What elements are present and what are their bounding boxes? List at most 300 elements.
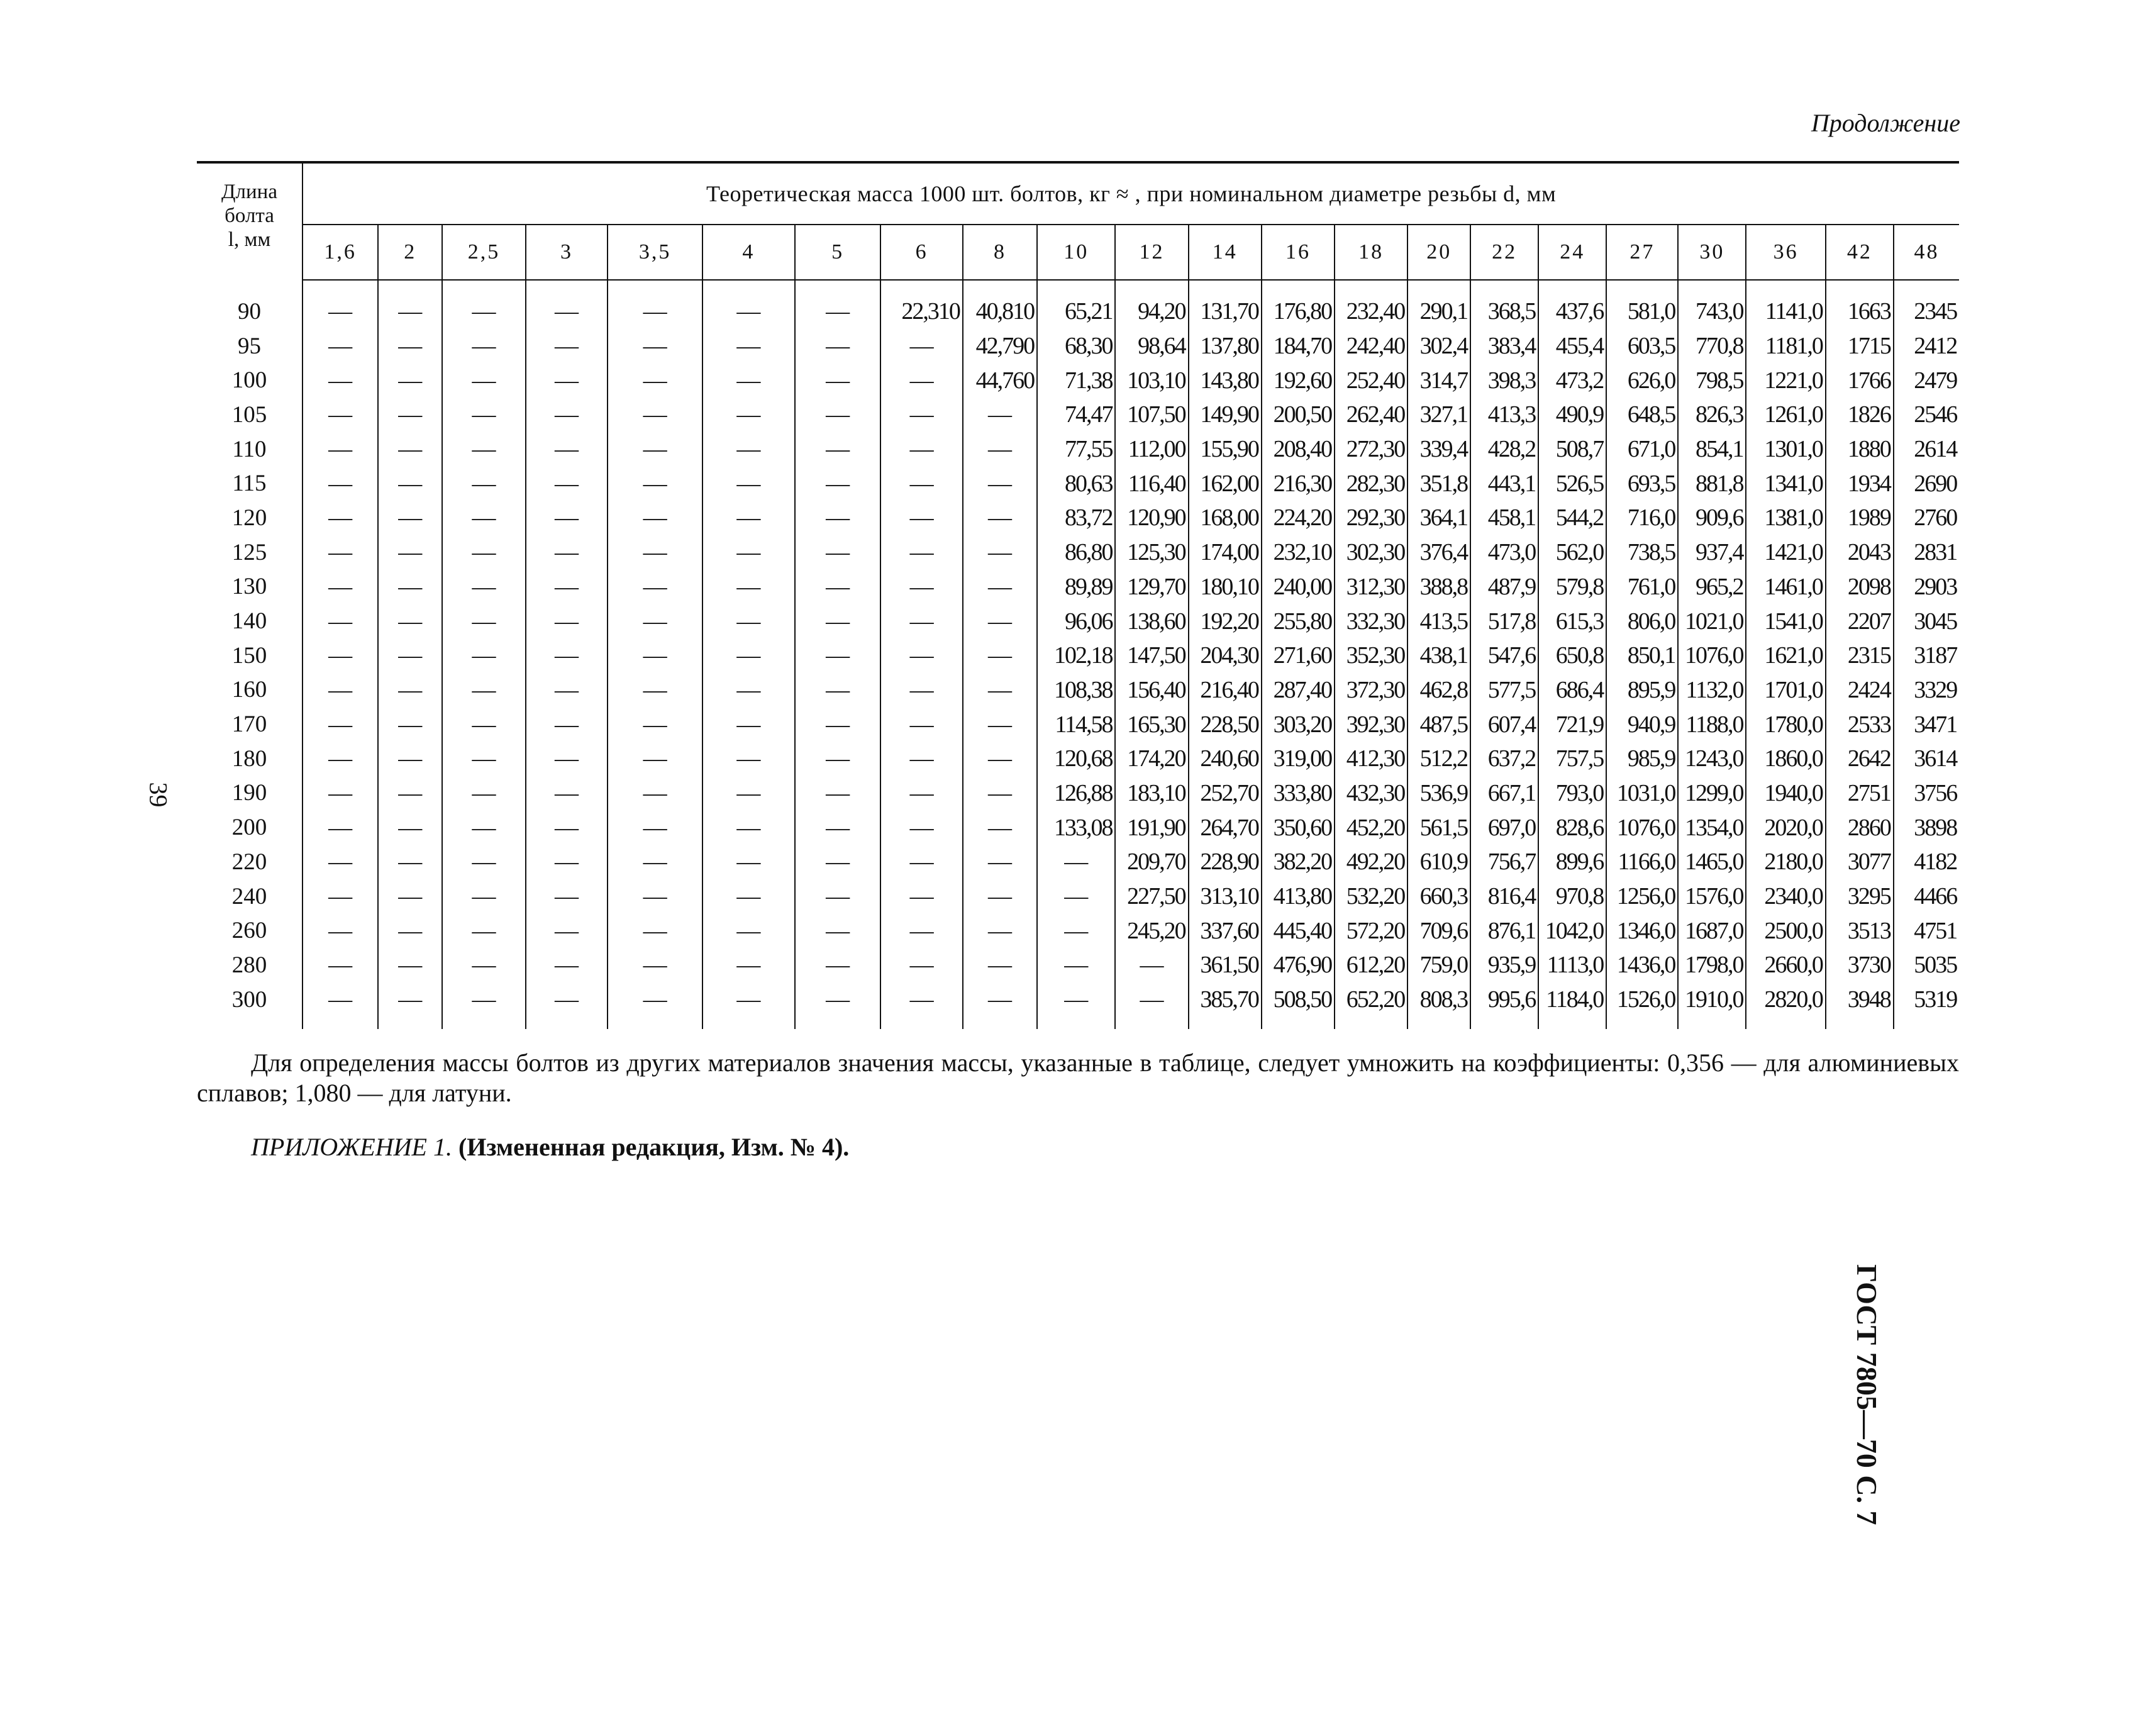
page-number: 39 — [144, 782, 173, 808]
mass-cell: 176,80 — [1262, 294, 1335, 329]
mass-cell: 2690 — [1914, 470, 1957, 497]
mass-cell: 909,6 — [1678, 501, 1746, 535]
mass-cell: 2860 — [1826, 810, 1894, 845]
mass-cell: 2020,0 — [1746, 810, 1825, 845]
diameter-header: 5 — [795, 225, 881, 280]
mass-cell: — — [702, 776, 795, 811]
mass-cell: 77,55 — [1037, 432, 1115, 467]
mass-cell: — — [378, 845, 442, 879]
mass-cell: — — [442, 673, 526, 708]
length-cell: 260 — [197, 913, 303, 948]
mass-cell: 2043 — [1826, 535, 1894, 570]
mass-cell: — — [608, 948, 702, 982]
mass-cell: 721,9 — [1538, 707, 1606, 742]
mass-cell: — — [608, 879, 702, 914]
mass-cell: 615,3 — [1538, 604, 1606, 638]
mass-cell: 200,50 — [1262, 398, 1335, 432]
mass-cell: — — [526, 742, 608, 776]
appendix-line — [251, 1132, 849, 1162]
mass-cell: — — [702, 707, 795, 742]
mass-cell: 462,8 — [1407, 673, 1470, 708]
diameter-header: 14 — [1189, 225, 1262, 280]
mass-cell: 5035 — [1914, 952, 1957, 979]
mass-cell: 168,00 — [1189, 501, 1262, 535]
mass-cell: — — [963, 982, 1037, 1017]
mass-cell: 2751 — [1826, 776, 1894, 811]
mass-cell: 562,0 — [1538, 535, 1606, 570]
mass-cell: — — [702, 535, 795, 570]
mass-cell: 149,90 — [1189, 398, 1262, 432]
mass-cell: 3471 — [1914, 711, 1957, 738]
mass-cell: — — [608, 466, 702, 501]
mass-cell: 287,40 — [1262, 673, 1335, 708]
mass-cell: — — [963, 398, 1037, 432]
mass-cell: 512,2 — [1407, 742, 1470, 776]
diameter-header: 4 — [702, 225, 795, 280]
mass-cell: 156,40 — [1115, 673, 1188, 708]
table-row — [197, 913, 1959, 948]
mass-cell: — — [1115, 982, 1188, 1017]
mass-cell: 262,40 — [1335, 398, 1407, 432]
mass-cell: — — [303, 982, 378, 1017]
mass-cell: 232,10 — [1262, 535, 1335, 570]
mass-cell: — — [880, 466, 962, 501]
mass-cell: 650,8 — [1538, 638, 1606, 673]
mass-cell: 577,5 — [1470, 673, 1538, 708]
mass-cell: 65,21 — [1037, 294, 1115, 329]
mass-cell: — — [880, 363, 962, 398]
table-row — [197, 604, 1959, 638]
mass-cell: — — [1037, 879, 1115, 914]
length-cell: 115 — [197, 466, 303, 501]
mass-cell: 770,8 — [1678, 329, 1746, 364]
mass-cell: 252,70 — [1189, 776, 1262, 811]
mass-cell: 437,6 — [1538, 294, 1606, 329]
mass-cell: 264,70 — [1189, 810, 1262, 845]
mass-cell: 2660,0 — [1746, 948, 1825, 982]
mass-cell: — — [442, 913, 526, 948]
mass-cell: 806,0 — [1606, 604, 1678, 638]
mass-cell: — — [963, 845, 1037, 879]
mass-cell: — — [880, 982, 962, 1017]
mass-cell: — — [442, 570, 526, 604]
mass-cell: 1184,0 — [1538, 982, 1606, 1017]
mass-cell: — — [378, 294, 442, 329]
mass-cell: 455,4 — [1538, 329, 1606, 364]
mass-cell: 204,30 — [1189, 638, 1262, 673]
mass-cell: 561,5 — [1407, 810, 1470, 845]
mass-cell: 432,30 — [1335, 776, 1407, 811]
mass-cell: 1663 — [1826, 294, 1894, 329]
table-row — [197, 570, 1959, 604]
mass-cell: 1860,0 — [1746, 742, 1825, 776]
diameter-header: 2 — [378, 225, 442, 280]
table-row — [197, 845, 1959, 879]
mass-cell: — — [795, 432, 881, 467]
mass-cell: 302,30 — [1335, 535, 1407, 570]
mass-cell: 1687,0 — [1678, 913, 1746, 948]
diameter-header: 12 — [1115, 225, 1188, 280]
mass-cell: — — [795, 329, 881, 364]
mass-cell: — — [795, 673, 881, 708]
mass-cell: — — [963, 501, 1037, 535]
mass-cell: 637,2 — [1470, 742, 1538, 776]
mass-cell: — — [1037, 982, 1115, 1017]
mass-cell: — — [526, 879, 608, 914]
mass-cell: — — [526, 707, 608, 742]
mass-cell: 68,30 — [1037, 329, 1115, 364]
mass-cell: 1465,0 — [1678, 845, 1746, 879]
mass-cell: 1256,0 — [1606, 879, 1678, 914]
mass-cell: — — [378, 638, 442, 673]
mass-cell: 1141,0 — [1746, 294, 1825, 329]
table-body — [197, 294, 1959, 1016]
mass-cell: — — [963, 879, 1037, 914]
mass-cell: — — [608, 673, 702, 708]
mass-cell: 1181,0 — [1746, 329, 1825, 364]
mass-cell: 709,6 — [1407, 913, 1470, 948]
mass-cell: — — [442, 707, 526, 742]
table-row — [197, 501, 1959, 535]
mass-cell: — — [702, 638, 795, 673]
diameter-header: 2,5 — [442, 225, 526, 280]
diameter-header: 18 — [1335, 225, 1407, 280]
diameter-header: 22 — [1470, 225, 1538, 280]
mass-cell: 252,40 — [1335, 363, 1407, 398]
mass-cell: — — [608, 810, 702, 845]
mass-cell: 1243,0 — [1678, 742, 1746, 776]
mass-cell: 935,9 — [1470, 948, 1538, 982]
mass-cell: — — [880, 501, 962, 535]
mass-cell: 314,7 — [1407, 363, 1470, 398]
mass-cell: 1113,0 — [1538, 948, 1606, 982]
mass-cell: — — [303, 432, 378, 467]
mass-cell: 129,70 — [1115, 570, 1188, 604]
mass-cell: 98,64 — [1115, 329, 1188, 364]
mass-cell: 1798,0 — [1678, 948, 1746, 982]
mass-cell: 1299,0 — [1678, 776, 1746, 811]
mass-cell: 828,6 — [1538, 810, 1606, 845]
mass-cell: 302,4 — [1407, 329, 1470, 364]
length-cell: 150 — [197, 638, 303, 673]
mass-cell: 242,40 — [1335, 329, 1407, 364]
mass-cell: 660,3 — [1407, 879, 1470, 914]
mass-cell: 5319 — [1914, 986, 1957, 1013]
mass-cell: 174,20 — [1115, 742, 1188, 776]
mass-cell: 337,60 — [1189, 913, 1262, 948]
mass-cell: — — [608, 776, 702, 811]
mass-cell: — — [303, 398, 378, 432]
length-cell: 240 — [197, 879, 303, 914]
mass-cell: — — [702, 329, 795, 364]
mass-cell: 581,0 — [1606, 294, 1678, 329]
mass-cell: — — [880, 673, 962, 708]
mass-cell: 376,4 — [1407, 535, 1470, 570]
mass-cell: 798,5 — [1678, 363, 1746, 398]
mass-cell: 985,9 — [1606, 742, 1678, 776]
mass-cell: — — [526, 982, 608, 1017]
mass-cell: 612,20 — [1335, 948, 1407, 982]
mass-cell: 610,9 — [1407, 845, 1470, 879]
mass-cell: 44,760 — [963, 363, 1037, 398]
length-cell: 190 — [197, 776, 303, 811]
mass-cell: 2642 — [1826, 742, 1894, 776]
mass-cell: 899,6 — [1538, 845, 1606, 879]
mass-cell: 526,5 — [1538, 466, 1606, 501]
diameter-header: 36 — [1746, 225, 1825, 280]
mass-cell: — — [795, 570, 881, 604]
mass-cell: — — [702, 948, 795, 982]
mass-cell: 3756 — [1914, 779, 1957, 806]
mass-cell: 143,80 — [1189, 363, 1262, 398]
mass-cell: — — [303, 294, 378, 329]
mass-cell: — — [608, 329, 702, 364]
mass-cell: — — [880, 329, 962, 364]
diameter-header: 30 — [1678, 225, 1746, 280]
mass-header: Теоретическая масса 1000 шт. болтов, кг ≈ , при номинальном диаметре резьбы d, мм — [303, 162, 1959, 225]
mass-cell: 228,90 — [1189, 845, 1262, 879]
mass-cell: — — [795, 535, 881, 570]
mass-cell: — — [702, 363, 795, 398]
table-row — [197, 329, 1959, 364]
mass-cell: 165,30 — [1115, 707, 1188, 742]
mass-cell: 2345 — [1914, 298, 1957, 325]
mass-cell: 108,38 — [1037, 673, 1115, 708]
mass-cell: — — [963, 913, 1037, 948]
diameter-header: 8 — [963, 225, 1037, 280]
mass-cell: 392,30 — [1335, 707, 1407, 742]
mass-cell: 137,80 — [1189, 329, 1262, 364]
mass-cell: — — [702, 913, 795, 948]
mass-cell: 487,9 — [1470, 570, 1538, 604]
mass-cell: 759,0 — [1407, 948, 1470, 982]
mass-cell: 372,30 — [1335, 673, 1407, 708]
mass-cell: — — [702, 432, 795, 467]
mass-cell: 826,3 — [1678, 398, 1746, 432]
table-row — [197, 776, 1959, 811]
side-document-header: ГОСТ 7805—70 С. 7 — [1851, 1264, 1883, 1525]
mass-cell: 272,30 — [1335, 432, 1407, 467]
table-row — [197, 432, 1959, 467]
mass-cell: 1880 — [1826, 432, 1894, 467]
mass-cell: — — [608, 363, 702, 398]
mass-cell: — — [702, 879, 795, 914]
mass-cell: — — [442, 398, 526, 432]
mass-cell: 352,30 — [1335, 638, 1407, 673]
mass-cell: 4466 — [1914, 883, 1957, 910]
mass-cell: 1421,0 — [1746, 535, 1825, 570]
length-cell: 130 — [197, 570, 303, 604]
mass-cell: — — [795, 501, 881, 535]
mass-cell: 361,50 — [1189, 948, 1262, 982]
mass-cell: 227,50 — [1115, 879, 1188, 914]
mass-cell: 116,40 — [1115, 466, 1188, 501]
mass-cell: 1715 — [1826, 329, 1894, 364]
diameter-header: 3,5 — [608, 225, 702, 280]
mass-cell: 572,20 — [1335, 913, 1407, 948]
mass-cell: — — [963, 810, 1037, 845]
length-cell: 90 — [197, 294, 303, 329]
mass-cell: 385,70 — [1189, 982, 1262, 1017]
mass-cell: 2315 — [1826, 638, 1894, 673]
mass-cell: 3295 — [1826, 879, 1894, 914]
mass-cell: — — [526, 398, 608, 432]
mass-cell: 1346,0 — [1606, 913, 1678, 948]
mass-cell: 1076,0 — [1678, 638, 1746, 673]
mass-cell: 245,20 — [1115, 913, 1188, 948]
mass-cell: — — [1037, 845, 1115, 879]
mass-cell: — — [963, 535, 1037, 570]
mass-cell: 103,10 — [1115, 363, 1188, 398]
mass-cell: — — [963, 466, 1037, 501]
mass-cell: 1826 — [1826, 398, 1894, 432]
mass-cell: 487,5 — [1407, 707, 1470, 742]
mass-cell: — — [702, 845, 795, 879]
mass-cell: — — [303, 466, 378, 501]
mass-cell: 1021,0 — [1678, 604, 1746, 638]
mass-cell: — — [378, 363, 442, 398]
mass-cell: 240,60 — [1189, 742, 1262, 776]
mass-cell: — — [378, 673, 442, 708]
mass-cell: 443,1 — [1470, 466, 1538, 501]
mass-cell: 1780,0 — [1746, 707, 1825, 742]
mass-cell: 3948 — [1826, 982, 1894, 1017]
mass-cell: — — [378, 742, 442, 776]
mass-cell: — — [303, 707, 378, 742]
mass-cell: — — [795, 466, 881, 501]
mass-cell: 579,8 — [1538, 570, 1606, 604]
mass-cell: 94,20 — [1115, 294, 1188, 329]
mass-cell: — — [795, 638, 881, 673]
length-cell: 220 — [197, 845, 303, 879]
mass-cell: — — [442, 535, 526, 570]
mass-cell: 816,4 — [1470, 879, 1538, 914]
mass-cell: 1526,0 — [1606, 982, 1678, 1017]
mass-cell: 319,00 — [1262, 742, 1335, 776]
mass-cell: 458,1 — [1470, 501, 1538, 535]
table-row — [197, 466, 1959, 501]
mass-cell: 2479 — [1914, 367, 1957, 394]
length-cell: 140 — [197, 604, 303, 638]
mass-cell: — — [795, 879, 881, 914]
diameter-header: 3 — [526, 225, 608, 280]
mass-cell: — — [442, 363, 526, 398]
mass-cell: — — [608, 570, 702, 604]
mass-cell: 1934 — [1826, 466, 1894, 501]
mass-cell: 2412 — [1914, 333, 1957, 360]
mass-cell: — — [526, 776, 608, 811]
mass-cell: — — [526, 501, 608, 535]
mass-cell: — — [963, 432, 1037, 467]
mass-cell: 438,1 — [1407, 638, 1470, 673]
mass-cell: 271,60 — [1262, 638, 1335, 673]
mass-cell: 120,90 — [1115, 501, 1188, 535]
appendix-revision: (Измененная редакция, Изм. № 4). — [458, 1133, 850, 1161]
mass-cell: 208,40 — [1262, 432, 1335, 467]
mass-cell: 1188,0 — [1678, 707, 1746, 742]
mass-cell: — — [795, 604, 881, 638]
length-header-line-3: l, мм — [228, 228, 271, 251]
mass-cell: — — [303, 845, 378, 879]
mass-cell: — — [880, 810, 962, 845]
mass-cell: 1381,0 — [1746, 501, 1825, 535]
mass-cell: 428,2 — [1470, 432, 1538, 467]
mass-cell: 3513 — [1826, 913, 1894, 948]
length-header-line-2: болта — [225, 204, 274, 227]
mass-cell: 1341,0 — [1746, 466, 1825, 501]
table-row — [197, 982, 1959, 1017]
mass-cell: 452,20 — [1335, 810, 1407, 845]
mass-cell: 793,0 — [1538, 776, 1606, 811]
mass-cell: — — [442, 776, 526, 811]
mass-cell: 333,80 — [1262, 776, 1335, 811]
mass-cell: 303,20 — [1262, 707, 1335, 742]
mass-cell: 490,9 — [1538, 398, 1606, 432]
mass-cell: — — [963, 604, 1037, 638]
mass-cell: 671,0 — [1606, 432, 1678, 467]
bolt-mass-table — [197, 161, 1959, 1029]
table-row — [197, 742, 1959, 776]
mass-cell: 3898 — [1914, 814, 1957, 841]
mass-cell: — — [608, 707, 702, 742]
length-header — [197, 162, 303, 280]
mass-cell: — — [378, 398, 442, 432]
mass-cell: — — [702, 294, 795, 329]
mass-cell: 133,08 — [1037, 810, 1115, 845]
mass-cell: — — [702, 604, 795, 638]
continuation-label: Продолжение — [1811, 109, 1960, 137]
mass-cell: — — [442, 810, 526, 845]
mass-cell: — — [303, 879, 378, 914]
mass-cell: 547,6 — [1470, 638, 1538, 673]
mass-cell: 96,06 — [1037, 604, 1115, 638]
mass-cell: 473,0 — [1470, 535, 1538, 570]
mass-cell: — — [378, 707, 442, 742]
diameter-header: 20 — [1407, 225, 1470, 280]
mass-cell: — — [378, 535, 442, 570]
mass-cell: 940,9 — [1606, 707, 1678, 742]
mass-cell: 183,10 — [1115, 776, 1188, 811]
mass-cell: 126,88 — [1037, 776, 1115, 811]
mass-cell: — — [702, 570, 795, 604]
mass-cell: — — [303, 638, 378, 673]
mass-cell: — — [442, 879, 526, 914]
length-cell: 125 — [197, 535, 303, 570]
mass-cell: — — [795, 913, 881, 948]
mass-cell: — — [608, 501, 702, 535]
mass-cell: 2207 — [1826, 604, 1894, 638]
mass-cell: 240,00 — [1262, 570, 1335, 604]
mass-cell: — — [608, 535, 702, 570]
mass-cell: 473,2 — [1538, 363, 1606, 398]
mass-cell: — — [442, 982, 526, 1017]
mass-cell: 71,38 — [1037, 363, 1115, 398]
mass-cell: 3187 — [1914, 642, 1957, 669]
mass-cell: — — [442, 948, 526, 982]
mass-cell: 42,790 — [963, 329, 1037, 364]
mass-cell: — — [880, 742, 962, 776]
mass-cell: 1541,0 — [1746, 604, 1825, 638]
diameter-header: 48 — [1894, 225, 1959, 280]
table-row — [197, 673, 1959, 708]
mass-cell: 854,1 — [1678, 432, 1746, 467]
mass-cell: 693,5 — [1606, 466, 1678, 501]
length-cell: 170 — [197, 707, 303, 742]
mass-cell: 508,50 — [1262, 982, 1335, 1017]
appendix-label: ПРИЛОЖЕНИЕ 1. — [251, 1133, 452, 1161]
mass-cell: 2500,0 — [1746, 913, 1825, 948]
mass-cell: 86,80 — [1037, 535, 1115, 570]
